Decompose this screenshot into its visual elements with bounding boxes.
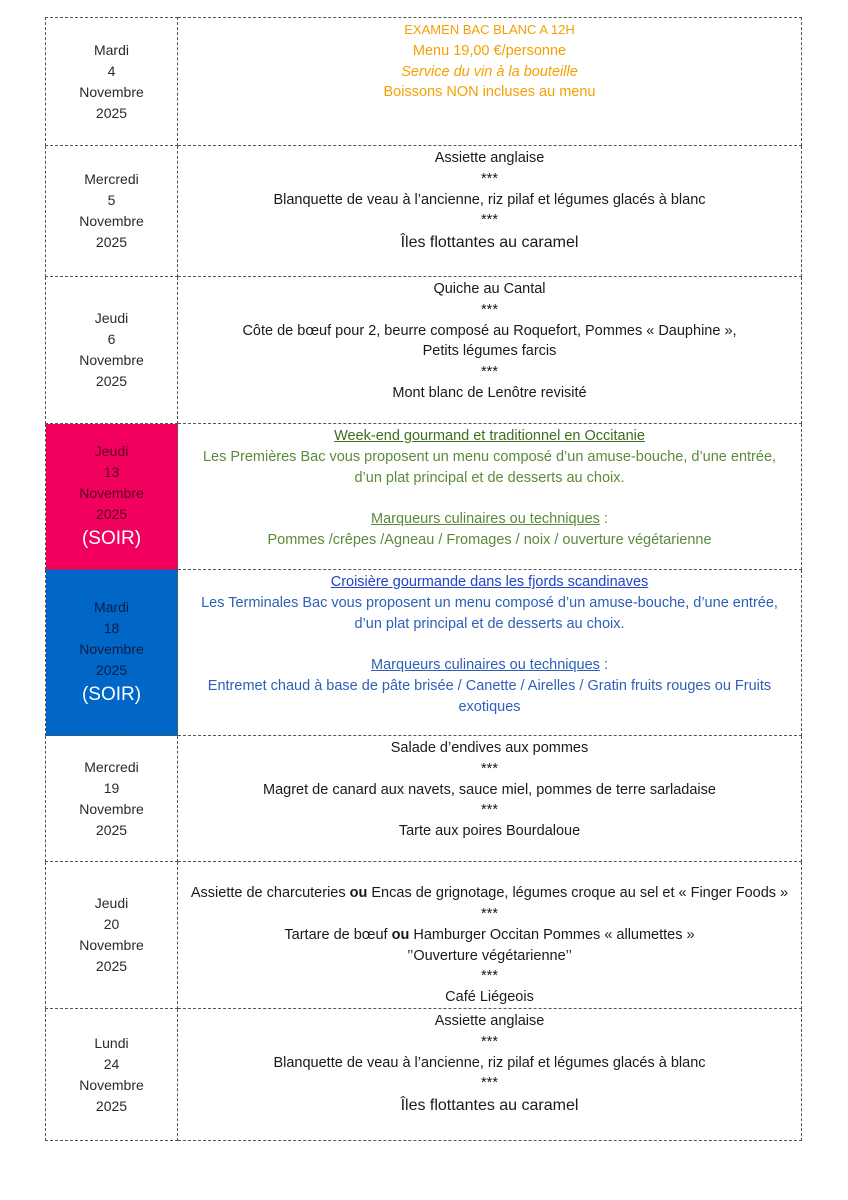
day-number: 24 — [103, 1055, 120, 1072]
month-name: Novembre — [79, 83, 144, 100]
day-name: Lundi — [94, 1034, 129, 1051]
table-row — [46, 277, 802, 424]
menu-cell — [178, 146, 802, 277]
separator: *** — [481, 1075, 498, 1092]
table-row — [46, 18, 802, 146]
starter: Salade d’endives aux pommes — [390, 740, 589, 756]
evening-label: (SOIR) — [81, 683, 142, 705]
day-name: Mardi — [93, 41, 129, 58]
separator: *** — [481, 364, 498, 381]
day-number: 5 — [107, 192, 116, 208]
main-option-b: Hamburger Occitan Pommes « allumettes » — [409, 926, 695, 943]
theme-description-cont: d’un plat principal et de desserts au choix. — [354, 615, 625, 632]
dessert: Café Liégeois — [445, 989, 534, 1006]
starter: Assiette anglaise — [434, 1013, 545, 1029]
menu-table — [45, 17, 802, 1141]
day-number: 6 — [107, 331, 116, 347]
markers-label: Marqueurs culinaires ou techniques — [371, 511, 600, 528]
markers-list: Entremet chaud à base de pâte brisée / Canette / Airelles / Gratin fruits rouges ou Fruits — [207, 677, 772, 694]
day-name: Mardi — [93, 598, 129, 615]
day-number: 18 — [103, 619, 120, 636]
menu-cell — [178, 1009, 802, 1141]
starter-option-b: Encas de grignotage, légumes croque au sel et « Finger Foods » — [367, 885, 789, 902]
day-name: Mercredi — [84, 171, 139, 187]
or-word: ou — [391, 926, 410, 943]
day-name: Jeudi — [94, 310, 129, 326]
year: 2025 — [95, 505, 128, 522]
table-row — [46, 862, 802, 1009]
starter: Quiche au Cantal — [433, 281, 546, 297]
starter-option-a: Assiette de charcuteries — [190, 885, 350, 902]
separator: *** — [481, 301, 498, 318]
month-name: Novembre — [79, 800, 144, 817]
month-name: Novembre — [79, 937, 144, 953]
markers-label: Marqueurs culinaires ou techniques — [371, 657, 600, 674]
menu-cell — [178, 570, 802, 736]
exam-notice: EXAMEN BAC BLANC A 12H — [404, 22, 575, 37]
main-course: Magret de canard aux navets, sauce miel, pommes de terre sarladaise — [263, 781, 716, 798]
date-cell — [46, 862, 178, 1009]
day-name: Mercredi — [84, 758, 139, 775]
year: 2025 — [95, 234, 128, 250]
day-number: 4 — [107, 62, 116, 79]
month-name: Novembre — [79, 640, 144, 657]
day-name: Jeudi — [94, 895, 129, 911]
separator: *** — [481, 968, 498, 985]
theme-description-cont: d’un plat principal et de desserts au choix. — [354, 469, 625, 486]
markers-list-cont: exotiques — [458, 698, 521, 715]
theme-description: Les Premières Bac vous proposent un menu composé d’un amuse-bouche, d’une entrée, — [202, 448, 777, 465]
starter-choice — [184, 883, 795, 904]
separator: *** — [481, 170, 498, 187]
year: 2025 — [95, 104, 128, 121]
date-cell — [46, 18, 178, 146]
menu-cell — [178, 277, 802, 424]
day-name: Jeudi — [94, 442, 129, 459]
month-name: Novembre — [79, 484, 144, 501]
wine-service: Service du vin à la bouteille — [401, 63, 578, 80]
spacer — [184, 488, 795, 509]
table-row — [46, 570, 802, 736]
date-cell — [46, 146, 178, 277]
main-choice — [184, 925, 795, 946]
day-number: 13 — [103, 463, 120, 480]
theme-title: Week-end gourmand et traditionnel en Occitanie — [334, 428, 645, 444]
table-row — [46, 736, 802, 862]
year: 2025 — [95, 661, 128, 678]
separator: *** — [481, 802, 498, 819]
date-cell-highlight — [46, 424, 178, 570]
year: 2025 — [95, 373, 128, 389]
date-cell — [46, 736, 178, 862]
main-option-a: Tartare de bœuf — [284, 926, 392, 943]
menu-price: Menu 19,00 €/personne — [412, 42, 567, 59]
month-name: Novembre — [79, 1076, 144, 1093]
year: 2025 — [95, 821, 128, 838]
markers-list: Pommes /crêpes /Agneau / Fromages / noix / ouverture végétarienne — [267, 531, 712, 548]
month-name: Novembre — [79, 213, 144, 229]
menu-cell — [178, 424, 802, 570]
separator: *** — [481, 906, 498, 923]
separator: *** — [481, 760, 498, 777]
main-course-side: Petits légumes farcis — [422, 343, 557, 360]
separator: *** — [481, 212, 498, 229]
theme-description: Les Terminales Bac vous proposent un menu composé d’un amuse-bouche, d’une entrée, — [201, 594, 778, 611]
vegetarian-note: ’’Ouverture végétarienne’’ — [407, 947, 572, 964]
markers-colon: : — [599, 657, 608, 674]
separator: *** — [481, 1033, 498, 1050]
or-word: ou — [349, 885, 368, 902]
date-cell-highlight — [46, 570, 178, 736]
day-number: 20 — [103, 916, 120, 932]
theme-title: Croisière gourmande dans les fjords scandinaves — [330, 574, 649, 590]
day-number: 19 — [103, 779, 120, 796]
drinks-note: Boissons NON incluses au menu — [383, 84, 596, 101]
menu-cell — [178, 18, 802, 146]
table-row — [46, 1009, 802, 1141]
evening-label: (SOIR) — [81, 527, 142, 549]
main-course: Blanquette de veau à l’ancienne, riz pilaf et légumes glacés à blanc — [273, 1054, 706, 1071]
table-row — [46, 424, 802, 570]
year: 2025 — [95, 1097, 128, 1114]
table-row — [46, 146, 802, 277]
date-cell — [46, 1009, 178, 1141]
year: 2025 — [95, 958, 128, 974]
markers-colon: : — [599, 511, 608, 528]
dessert: Îles flottantes au caramel — [400, 234, 579, 252]
spacer — [184, 634, 795, 655]
markers-heading — [184, 655, 795, 676]
dessert: Tarte aux poires Bourdaloue — [398, 823, 581, 840]
month-name: Novembre — [79, 352, 144, 368]
starter: Assiette anglaise — [434, 150, 545, 166]
menu-cell — [178, 736, 802, 862]
date-cell — [46, 277, 178, 424]
menu-cell — [178, 862, 802, 1009]
dessert: Mont blanc de Lenôtre revisité — [392, 384, 587, 401]
markers-heading — [184, 509, 795, 530]
dessert: Îles flottantes au caramel — [400, 1097, 579, 1115]
main-course: Côte de bœuf pour 2, beurre composé au Roquefort, Pommes « Dauphine », — [242, 322, 737, 339]
main-course: Blanquette de veau à l’ancienne, riz pilaf et légumes glacés à blanc — [273, 191, 706, 208]
